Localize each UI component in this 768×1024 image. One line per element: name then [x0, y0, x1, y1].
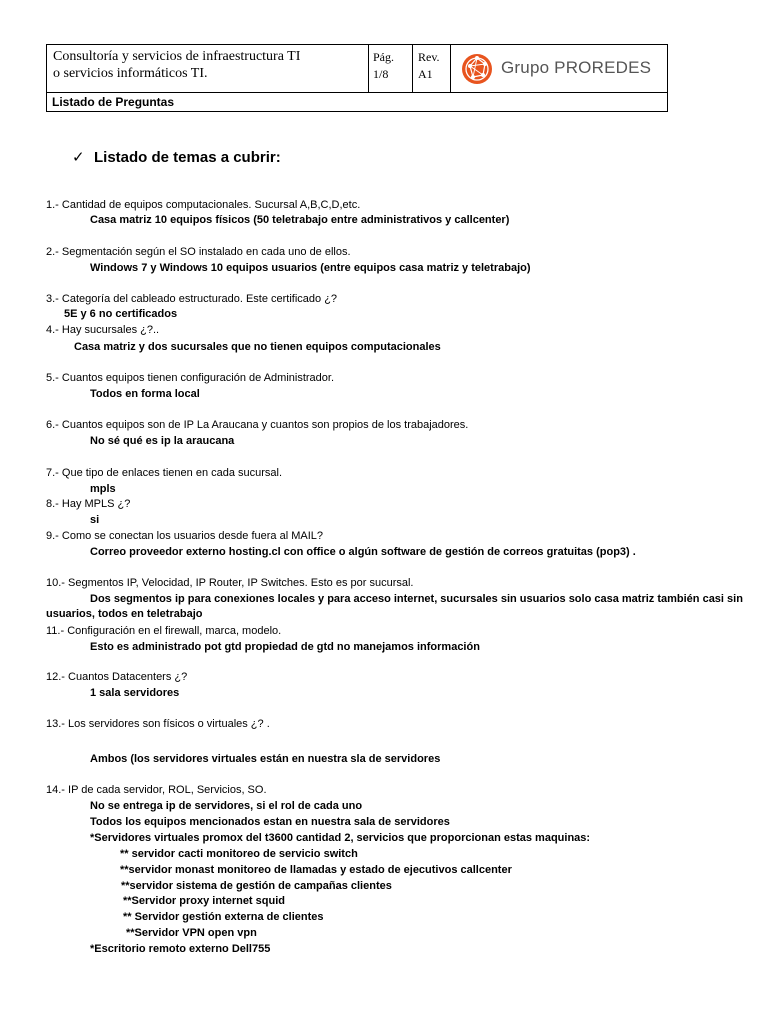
- answer-2: Windows 7 y Windows 10 equipos usuarios (entre equipos casa matriz y teletrabajo): [90, 262, 531, 274]
- globe-network-icon: [461, 53, 493, 85]
- page-cell: [369, 45, 413, 93]
- revision-label: Rev.: [418, 50, 440, 64]
- page-label: Pág.: [373, 50, 394, 64]
- company-name: Grupo PROREDES: [501, 58, 652, 77]
- title-line-1: Consultoría y servicios de infraestructura TI: [53, 49, 301, 64]
- answer-14-line-1: No se entrega ip de servidores, si el rol de cada uno: [90, 800, 363, 812]
- section-title-text: Listado de temas a cubrir:: [94, 149, 281, 166]
- answer-9: Correo proveedor externo hosting.cl con office o algún software de gestión de correos gratuitas (pop3) .: [90, 546, 636, 558]
- revision-value: A1: [418, 67, 433, 81]
- answer-6: No sé qué es ip la araucana: [90, 435, 235, 447]
- answer-1: Casa matriz 10 equipos físicos (50 teletrabajo entre administrativos y callcenter): [90, 214, 510, 226]
- answer-11: Esto es administrado pot gtd propiedad de gtd no manejamos información: [90, 641, 480, 653]
- question-10: 10.- Segmentos IP, Velocidad, IP Router, IP Switches. Esto es por sucursal.: [46, 577, 414, 589]
- server-item: ** servidor cacti monitoreo de servicio switch: [120, 848, 358, 860]
- question-3: 3.- Categoría del cableado estructurado. Este certificado ¿?: [46, 293, 338, 305]
- document-subtitle: Listado de Preguntas: [52, 95, 175, 109]
- answer-3: 5E y 6 no certificados: [64, 308, 178, 320]
- checkmark-icon: ✓: [72, 149, 85, 166]
- page-number: 1/8: [373, 67, 389, 81]
- question-11: 11.- Configuración en el firewall, marca, modelo.: [46, 625, 282, 637]
- question-2: 2.- Segmentación según el SO instalado en cada uno de ellos.: [46, 246, 351, 258]
- answer-5: Todos en forma local: [90, 388, 200, 400]
- server-item: **servidor sistema de gestión de campañas clientes: [121, 880, 392, 892]
- server-item: **servidor monast monitoreo de llamadas y estado de ejecutivos callcenter: [120, 864, 512, 876]
- section-title: [72, 148, 281, 166]
- question-1: 1.- Cantidad de equipos computacionales. Sucursal A,B,C,D,etc.: [46, 199, 361, 211]
- revision-cell: [413, 45, 451, 93]
- title-line-2: o servicios informáticos TI.: [53, 66, 208, 81]
- question-14: 14.- IP de cada servidor, ROL, Servicios, SO.: [46, 784, 267, 796]
- answer-14-line-2: Todos los equipos mencionados estan en nuestra sala de servidores: [90, 816, 450, 828]
- question-9: 9.- Como se conectan los usuarios desde fuera al MAIL?: [46, 530, 323, 542]
- question-6: 6.- Cuantos equipos son de IP La Araucana y cuantos son propios de los trabajadores.: [46, 419, 469, 431]
- answer-8: si: [90, 514, 100, 526]
- answer-13: Ambos (los servidores virtuales están en nuestra sla de servidores: [90, 753, 441, 765]
- answer-14-line-4: *Escritorio remoto externo Dell755: [90, 943, 271, 955]
- answer-10: Dos segmentos ip para conexiones locales y para acceso internet, sucursales sin usuarios solo casa matriz también casi sin: [90, 593, 743, 605]
- answer-12: 1 sala servidores: [90, 687, 180, 699]
- question-12: 12.- Cuantos Datacenters ¿?: [46, 671, 188, 683]
- answer-4: Casa matriz y dos sucursales que no tienen equipos computacionales: [74, 341, 441, 353]
- question-5: 5.- Cuantos equipos tienen configuración de Administrador.: [46, 372, 335, 384]
- company-logo: [451, 45, 667, 93]
- question-8: 8.- Hay MPLS ¿?: [46, 498, 131, 510]
- server-item: ** Servidor gestión externa de clientes: [123, 911, 324, 923]
- server-item: **Servidor proxy internet squid: [123, 895, 285, 907]
- answer-7: mpls: [90, 483, 116, 495]
- question-4: 4.- Hay sucursales ¿?..: [46, 324, 160, 336]
- answer-14-line-3: *Servidores virtuales promox del t3600 cantidad 2, servicios que proporcionan estas maquinas:: [90, 832, 591, 844]
- answer-10-continued: usuarios, todos en teletrabajo: [46, 608, 203, 620]
- question-7: 7.- Que tipo de enlaces tienen en cada sucursal.: [46, 467, 283, 479]
- server-item: **Servidor VPN open vpn: [126, 927, 257, 939]
- document-title: [47, 45, 369, 93]
- question-13: 13.- Los servidores son físicos o virtuales ¿? .: [46, 718, 270, 730]
- document-header: [46, 44, 668, 112]
